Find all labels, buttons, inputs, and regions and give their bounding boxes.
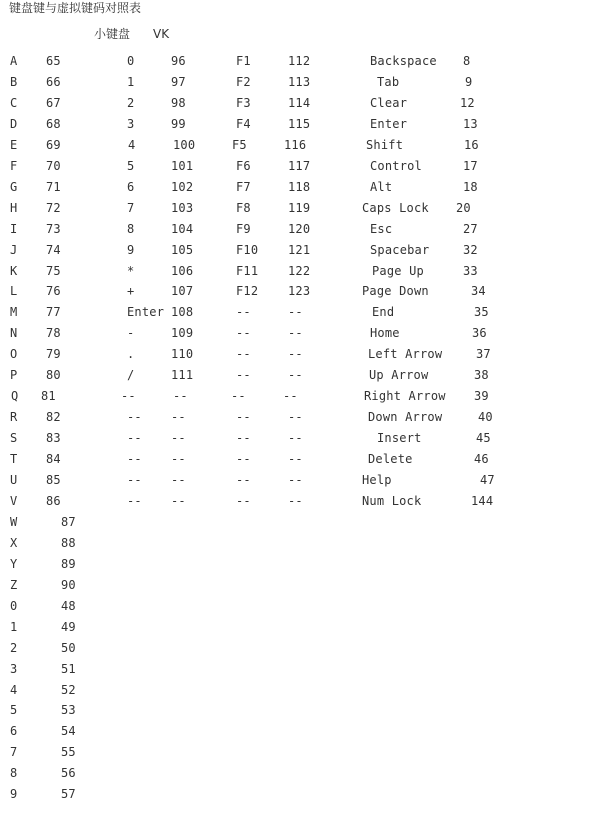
numpad-key-code: 108 [171,305,194,320]
function-keys-key-label: -- [236,368,251,383]
numpad-key-code: 99 [171,116,186,131]
control-keys-key-label: Spacebar [370,242,430,257]
letters-digits-key-code: 49 [61,619,76,634]
control-keys-key-code: 18 [463,179,478,194]
letters-digits-key-label: C [10,95,18,110]
numpad-key-label: 2 [127,95,135,110]
letters-digits-key-label: T [10,452,18,467]
function-keys-key-label: F8 [236,200,251,215]
numpad-key-label: -- [127,452,142,467]
control-keys-key-code: 46 [474,452,489,467]
function-keys-key-code: -- [288,368,303,383]
function-keys-key-label: F1 [236,54,251,68]
function-keys-key-code: 114 [288,95,311,110]
control-keys-key-code: 39 [474,389,489,404]
function-keys-key-code: -- [288,305,303,320]
letters-digits-key-label: I [10,221,18,236]
control-keys-key-label: Up Arrow [369,368,429,383]
letters-digits-key-code: 53 [61,703,76,718]
letters-digits-key-label: 4 [10,682,18,697]
numpad-key-code: 104 [171,221,194,236]
letters-digits-key-code: 83 [46,431,61,446]
letters-digits-key-code: 70 [46,158,61,173]
letters-digits-key-code: 79 [46,347,61,362]
letters-digits-key-code: 72 [46,200,61,215]
numpad-key-label: - [127,326,135,341]
function-keys-key-label: -- [236,473,251,487]
control-keys-key-label: Control [370,158,422,173]
letters-digits-key-label: V [10,493,18,508]
letters-digits-key-code: 78 [46,326,61,341]
control-keys-key-label: Right Arrow [364,389,446,404]
letters-digits-key-code: 84 [46,452,61,467]
letters-digits-key-code: 50 [61,640,76,655]
numpad-key-code: 110 [171,347,194,362]
letters-digits-key-label: 2 [10,640,18,655]
function-keys-key-code: 121 [288,242,311,257]
letters-digits-key-label: 7 [10,745,18,760]
control-keys-key-code: 16 [464,137,479,152]
letters-digits-key-code: 77 [46,305,61,320]
function-keys-key-code: 120 [288,221,311,236]
letters-digits-key-code: 73 [46,221,61,236]
numpad-key-label: 0 [127,54,135,68]
numpad-key-label: 5 [127,158,135,173]
letters-digits-key-code: 51 [61,661,76,676]
function-keys-key-label: F7 [236,179,251,194]
function-keys-key-code: -- [288,473,303,487]
control-keys-key-label: Tab [377,74,400,89]
function-keys-key-code: -- [283,389,298,404]
function-keys-key-code: 116 [284,137,307,152]
letters-digits-key-label: 6 [10,724,18,739]
numpad-key-code: 100 [173,137,196,152]
letters-digits-key-label: S [10,431,18,446]
function-keys-key-code: 113 [288,74,311,89]
numpad-key-label: 1 [127,74,135,89]
letters-digits-key-code: 56 [61,766,76,781]
function-keys-key-code: 112 [288,54,311,68]
control-keys-key-label: Clear [370,95,408,110]
letters-digits-key-label: D [10,116,18,131]
function-keys-key-label: F6 [236,158,251,173]
control-keys-key-code: 40 [478,410,493,425]
letters-digits-key-label: A [10,54,18,68]
function-keys-key-label: F9 [236,221,251,236]
numpad-key-code: -- [171,473,186,487]
numpad-key-code: -- [171,431,186,446]
numpad-key-label: 6 [127,179,135,194]
numpad-key-label: -- [127,493,142,508]
letters-digits-key-code: 74 [46,242,61,257]
letters-digits-key-label: W [10,514,18,529]
function-keys-key-code: -- [288,493,303,508]
control-keys-key-code: 47 [480,473,495,487]
letters-digits-key-code: 68 [46,116,61,131]
letters-digits-key-label: R [10,410,18,425]
numpad-key-code: 111 [171,368,194,383]
function-keys-key-code: -- [288,326,303,341]
control-keys-key-code: 45 [476,431,491,446]
control-keys-key-code: 36 [472,326,487,341]
numpad-key-code: 101 [171,158,194,173]
letters-digits-key-code: 89 [61,556,76,571]
letters-digits-key-label: 5 [10,703,18,718]
letters-digits-key-label: J [10,242,18,257]
control-keys-key-code: 34 [471,284,486,299]
numpad-key-code: 102 [171,179,194,194]
control-keys-key-label: Num Lock [362,493,422,508]
control-keys-key-code: 13 [463,116,478,131]
letters-digits-key-label: U [10,473,18,487]
numpad-key-code: -- [171,493,186,508]
letters-digits-key-code: 71 [46,179,61,194]
function-keys-key-label: F5 [232,137,247,152]
letters-digits-key-label: 8 [10,766,18,781]
function-keys-key-code: -- [288,452,303,467]
letters-digits-key-code: 87 [61,514,76,529]
control-keys-key-code: 38 [474,368,489,383]
letters-digits-key-label: F [10,158,18,173]
letters-digits-key-label: X [10,535,18,550]
function-keys-key-code: 117 [288,158,311,173]
letters-digits-key-label: Y [10,556,18,571]
control-keys-key-label: End [372,305,395,320]
control-keys-key-label: Shift [366,137,404,152]
function-keys-key-code: 115 [288,116,311,131]
control-keys-key-label: Backspace [370,54,437,68]
control-keys-key-code: 35 [474,305,489,320]
numpad-key-code: 109 [171,326,194,341]
function-keys-key-label: -- [236,410,251,425]
function-keys-key-label: F10 [236,242,259,257]
letters-digits-key-label: B [10,74,18,89]
numpad-key-label: 9 [127,242,135,257]
page-title: 键盘键与虚拟键码对照表 [9,1,142,15]
numpad-key-label: -- [127,410,142,425]
letters-digits-key-label: O [10,347,18,362]
letters-digits-key-label: H [10,200,18,215]
control-keys-key-label: Help [362,473,392,487]
numpad-header: 小键盘 [94,27,131,41]
numpad-key-code: 96 [171,54,186,68]
letters-digits-key-label: E [10,137,18,152]
control-keys-key-label: Delete [368,452,413,467]
letters-digits-key-code: 57 [61,787,76,802]
letters-digits-key-code: 76 [46,284,61,299]
numpad-key-label: -- [127,431,142,446]
numpad-key-label: 8 [127,221,135,236]
numpad-key-label: . [127,347,135,362]
control-keys-key-label: Down Arrow [368,410,443,425]
vk-header: VK [153,27,170,41]
control-keys-key-label: Home [370,326,400,341]
letters-digits-key-label: Q [11,389,19,404]
letters-digits-key-code: 65 [46,54,61,68]
letters-digits-key-code: 69 [46,137,61,152]
letters-digits-key-label: 3 [10,661,18,676]
control-keys-key-code: 144 [471,493,494,508]
letters-digits-key-label: 9 [10,787,18,802]
letters-digits-key-label: L [10,284,18,299]
letters-digits-key-code: 85 [46,473,61,487]
control-keys-key-code: 37 [476,347,491,362]
function-keys-key-label: F12 [236,284,259,299]
control-keys-key-code: 17 [463,158,478,173]
function-keys-key-code: 119 [288,200,311,215]
numpad-key-code: 98 [171,95,186,110]
control-keys-key-label: Left Arrow [368,347,443,362]
numpad-key-code: 105 [171,242,194,257]
function-keys-key-label: -- [236,493,251,508]
numpad-key-code: -- [173,389,188,404]
letters-digits-key-code: 88 [61,535,76,550]
letters-digits-key-label: G [10,179,18,194]
letters-digits-key-label: P [10,368,18,383]
control-keys-key-label: Insert [377,431,422,446]
numpad-key-code: 106 [171,263,194,278]
letters-digits-key-code: 80 [46,368,61,383]
function-keys-key-label: -- [236,305,251,320]
numpad-key-label: 7 [127,200,135,215]
control-keys-key-label: Esc [370,221,393,236]
letters-digits-key-label: Z [10,577,18,592]
function-keys-key-code: -- [288,431,303,446]
numpad-key-code: 107 [171,284,194,299]
control-keys-key-label: Alt [370,179,393,194]
control-keys-key-code: 9 [465,74,473,89]
control-keys-key-code: 12 [460,95,475,110]
function-keys-key-label: F4 [236,116,251,131]
letters-digits-key-label: N [10,326,18,341]
letters-digits-key-code: 55 [61,745,76,760]
function-keys-key-label: -- [236,347,251,362]
control-keys-key-label: Caps Lock [362,200,429,215]
letters-digits-key-label: 0 [10,598,18,613]
letters-digits-key-code: 75 [46,263,61,278]
control-keys-key-code: 8 [463,54,471,68]
control-keys-key-label: Enter [370,116,408,131]
letters-digits-key-label: K [10,263,18,278]
function-keys-key-label: F3 [236,95,251,110]
numpad-key-label: + [127,284,135,299]
numpad-key-code: -- [171,452,186,467]
numpad-key-label: Enter [127,305,165,320]
function-keys-key-label: -- [231,389,246,404]
function-keys-key-label: F2 [236,74,251,89]
control-keys-key-code: 20 [456,200,471,215]
letters-digits-key-code: 52 [61,682,76,697]
function-keys-key-label: -- [236,431,251,446]
letters-digits-key-code: 54 [61,724,76,739]
numpad-key-label: / [127,368,135,383]
numpad-key-label: 3 [127,116,135,131]
numpad-key-label: * [127,263,135,278]
numpad-key-code: -- [171,410,186,425]
numpad-key-label: 4 [128,137,136,152]
letters-digits-key-code: 82 [46,410,61,425]
control-keys-key-code: 27 [463,221,478,236]
numpad-key-code: 103 [171,200,194,215]
function-keys-key-label: F11 [236,263,259,278]
function-keys-key-code: -- [288,347,303,362]
numpad-key-label: -- [121,389,136,404]
control-keys-key-label: Page Up [372,263,424,278]
function-keys-key-code: -- [288,410,303,425]
control-keys-key-code: 33 [463,263,478,278]
control-keys-key-code: 32 [463,242,478,257]
function-keys-key-label: -- [236,452,251,467]
letters-digits-key-code: 67 [46,95,61,110]
letters-digits-key-label: M [10,305,18,320]
numpad-key-label: -- [127,473,142,487]
function-keys-key-code: 118 [288,179,311,194]
control-keys-key-label: Page Down [362,284,429,299]
letters-digits-key-code: 48 [61,598,76,613]
letters-digits-key-code: 81 [41,389,56,404]
numpad-key-code: 97 [171,74,186,89]
function-keys-key-label: -- [236,326,251,341]
letters-digits-key-code: 86 [46,493,61,508]
letters-digits-key-code: 90 [61,577,76,592]
function-keys-key-code: 122 [288,263,311,278]
letters-digits-key-code: 66 [46,74,61,89]
letters-digits-key-label: 1 [10,619,18,634]
function-keys-key-code: 123 [288,284,311,299]
